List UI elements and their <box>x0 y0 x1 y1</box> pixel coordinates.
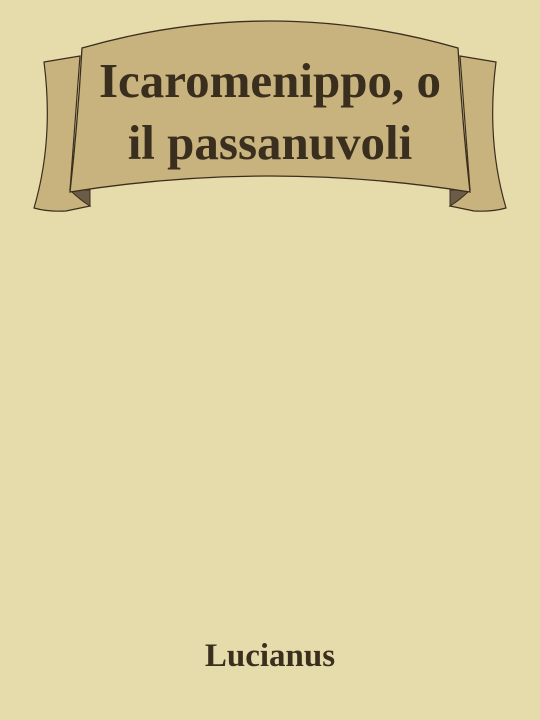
book-title <box>60 50 480 174</box>
book-title-line-2: il passanuvoli <box>127 115 413 170</box>
book-title-line-1: Icaromenippo, o <box>98 53 442 108</box>
book-author: Lucianus <box>204 638 336 674</box>
